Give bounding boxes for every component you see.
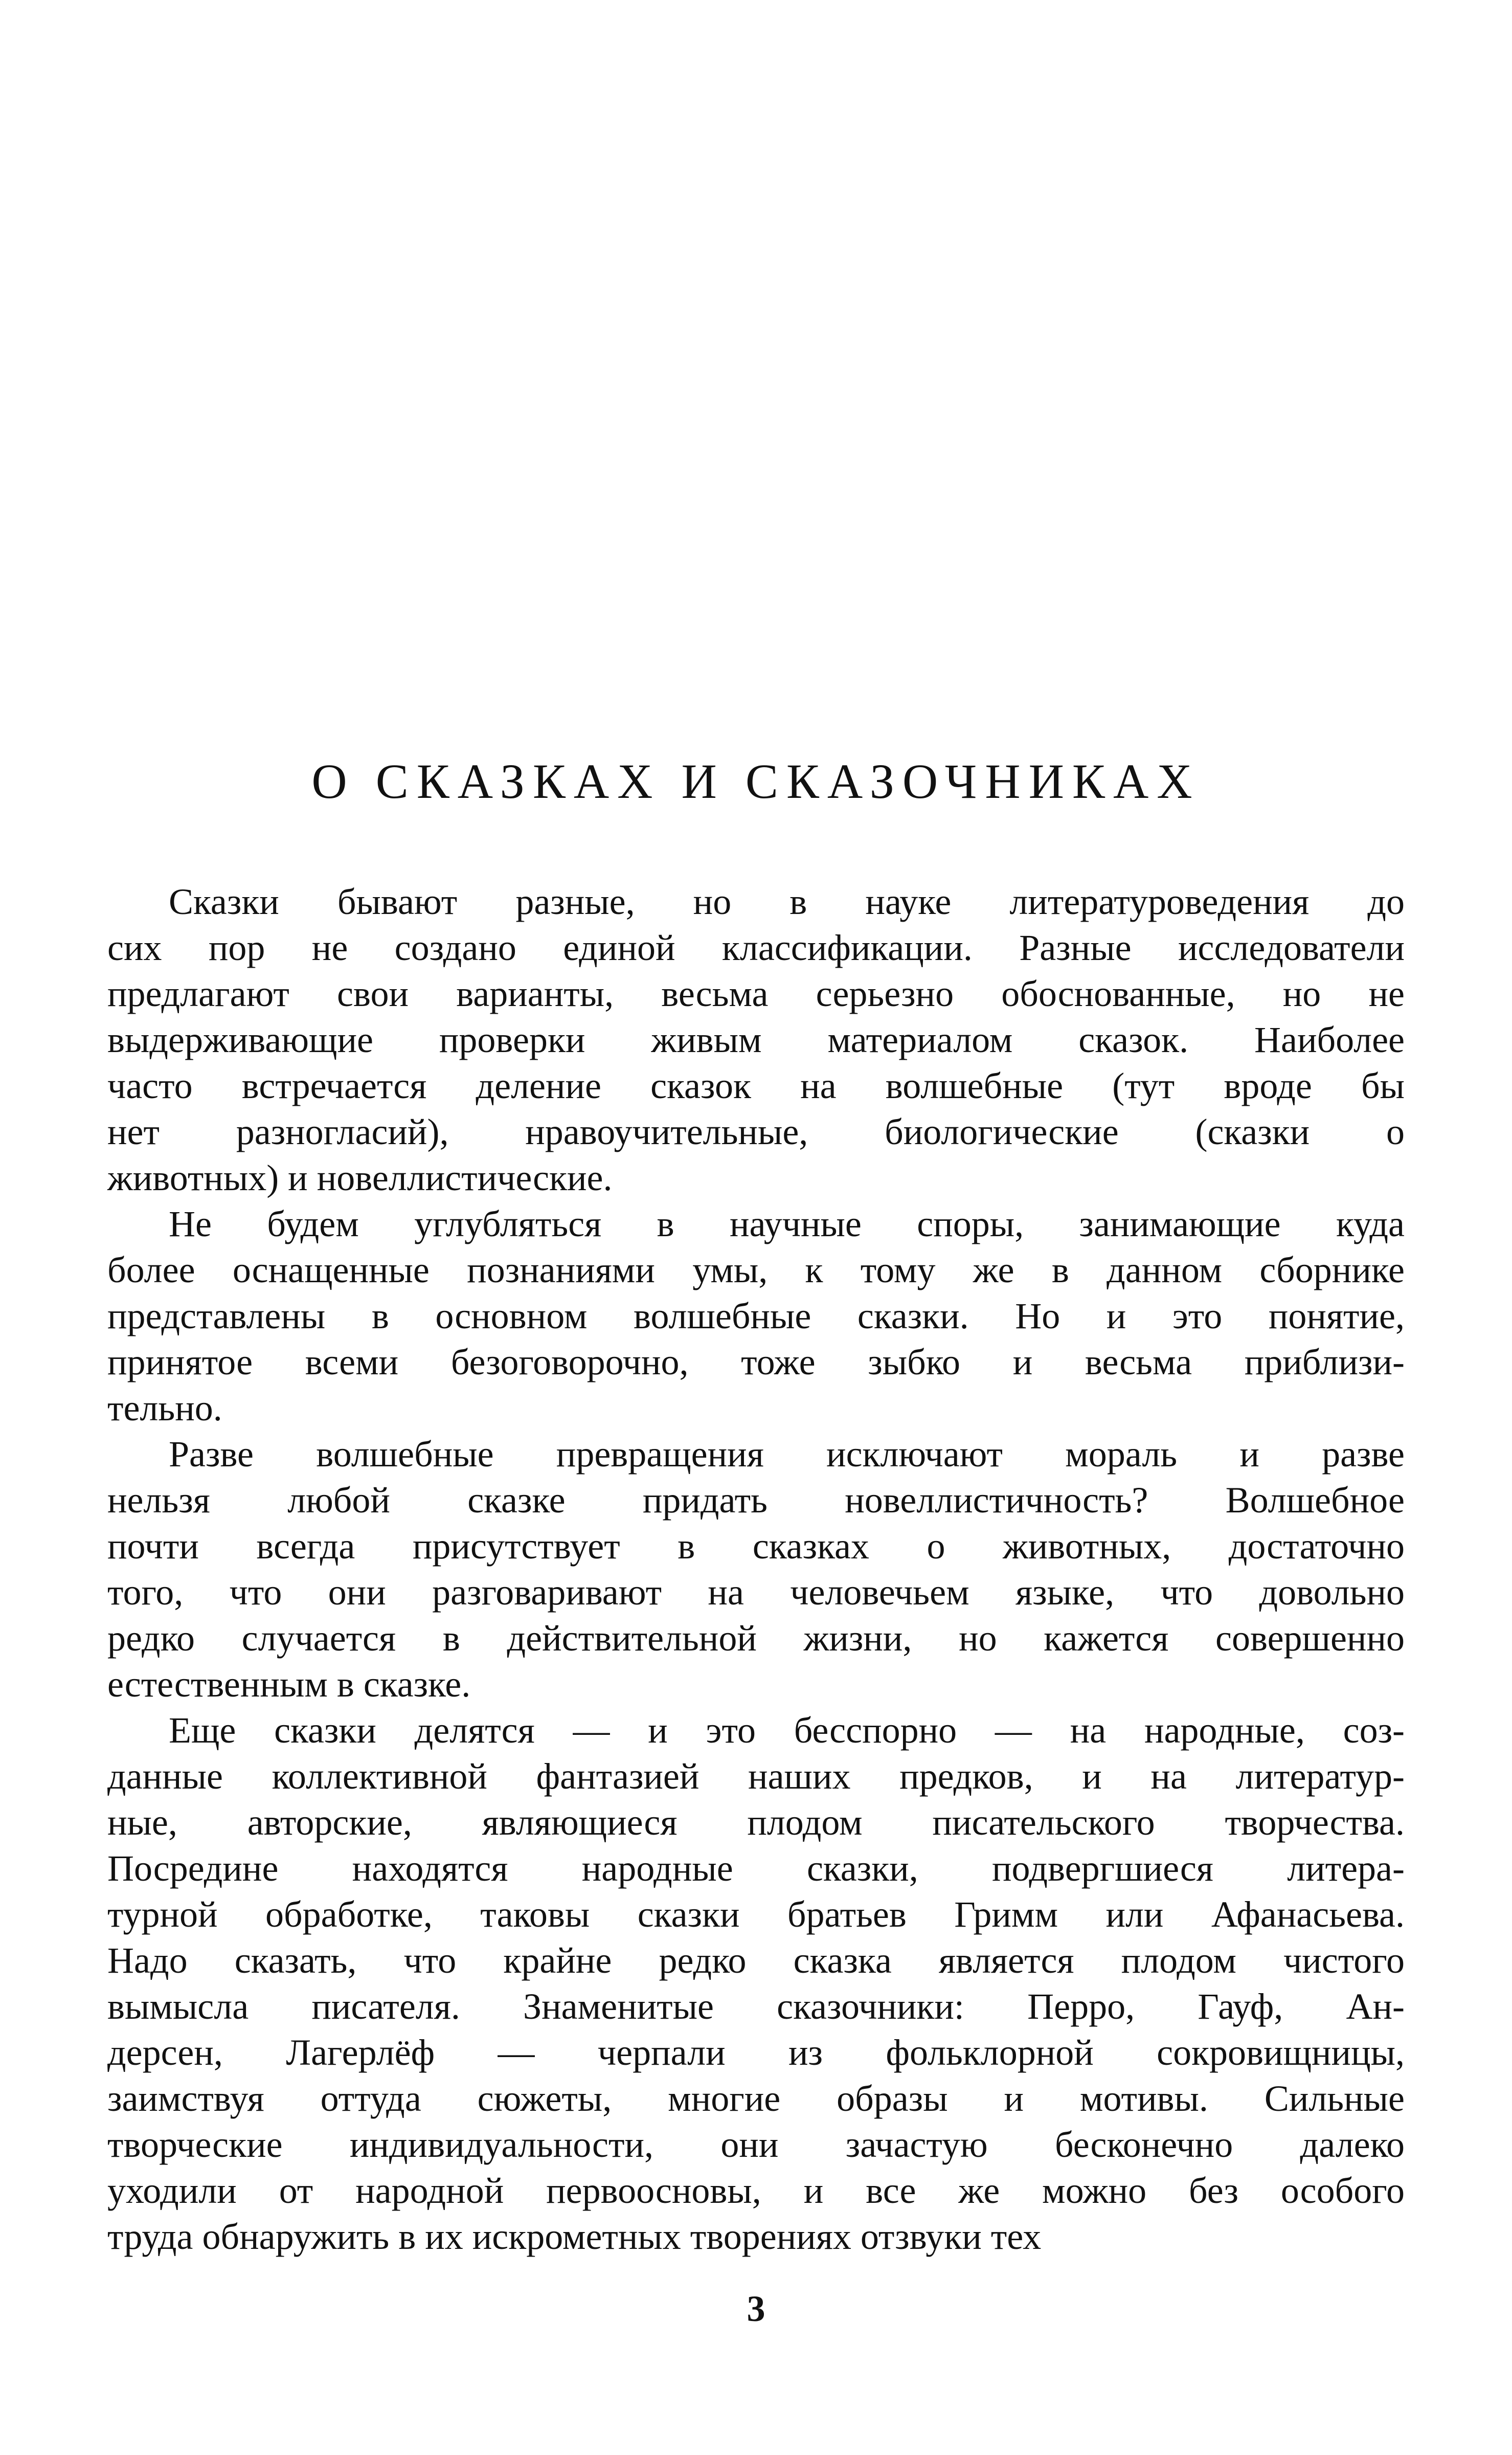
text-line: труда обнаружить в их искрометных творениях отзвуки тех	[107, 2216, 1042, 2257]
paragraph	[107, 1201, 1405, 1431]
text-line: редко случается в действительной жизни, но кажется совершенно	[107, 1618, 1405, 1659]
text-line: ные, авторские, являющиеся плодом писательского творчества.	[107, 1802, 1405, 1843]
text-line: Не будем углубляться в научные споры, занимающие куда	[169, 1203, 1405, 1244]
text-line: Разве волшебные превращения исключают мораль и разве	[169, 1434, 1405, 1475]
text-line: дерсен, Лагерлёф — черпали из фольклорной сокровищницы,	[107, 2032, 1405, 2073]
body-text	[107, 879, 1405, 2260]
text-line: почти всегда присутствует в сказках о животных, достаточно	[107, 1526, 1405, 1567]
text-line: часто встречается деление сказок на волшебные (тут вроде бы	[107, 1065, 1405, 1106]
text-line: животных) и новеллистические.	[107, 1157, 613, 1198]
text-line: сих пор не создано единой классификации. Разные исследователи	[107, 927, 1405, 968]
text-line: уходили от народной первоосновы, и все же можно без особого	[107, 2170, 1405, 2211]
text-line: заимствуя оттуда сюжеты, многие образы и мотивы. Сильные	[107, 2078, 1405, 2119]
text-line: турной обработке, таковы сказки братьев Гримм или Афанасьева.	[107, 1894, 1405, 1935]
text-line: данные коллективной фантазией наших предков, и на литератур-	[107, 1756, 1405, 1797]
page-number: 3	[747, 2288, 765, 2329]
text-line: Сказки бывают разные, но в науке литературоведения до	[169, 881, 1405, 922]
text-line: нет разногласий), нравоучительные, биологические (сказки о	[107, 1111, 1405, 1152]
text-line: Надо сказать, что крайне редко сказка является плодом чистого	[107, 1940, 1405, 1981]
paragraph	[107, 879, 1405, 1201]
text-line: более оснащенные познаниями умы, к тому же в данном сборнике	[107, 1249, 1405, 1290]
page-title: О СКАЗКАХ И СКАЗОЧНИКАХ	[311, 754, 1201, 809]
text-line: тельно.	[107, 1388, 222, 1429]
text-line: выдерживающие проверки живым материалом сказок. Наиболее	[107, 1019, 1405, 1060]
text-line: естественным в сказке.	[107, 1664, 471, 1705]
text-line: Посредине находятся народные сказки, подвергшиеся литера-	[107, 1848, 1405, 1889]
paragraph	[107, 1431, 1405, 1707]
text-line: того, что они разговаривают на человечьем языке, что довольно	[107, 1572, 1405, 1613]
text-line: творческие индивидуальности, они зачастую бесконечно далеко	[107, 2124, 1405, 2165]
text-line: нельзя любой сказке придать новеллистичность? Волшебное	[107, 1480, 1405, 1521]
text-line: принятое всеми безоговорочно, тоже зыбко и весьма приблизи-	[107, 1342, 1405, 1382]
paragraph	[107, 1707, 1405, 2260]
text-line: Еще сказки делятся — и это бесспорно — на народные, соз-	[169, 1710, 1405, 1751]
text-line: предлагают свои варианты, весьма серьезно обоснованные, но не	[107, 973, 1405, 1014]
text-line: вымысла писателя. Знаменитые сказочники: Перро, Гауф, Ан-	[107, 1986, 1405, 2027]
text-line: представлены в основном волшебные сказки. Но и это понятие,	[107, 1296, 1405, 1336]
